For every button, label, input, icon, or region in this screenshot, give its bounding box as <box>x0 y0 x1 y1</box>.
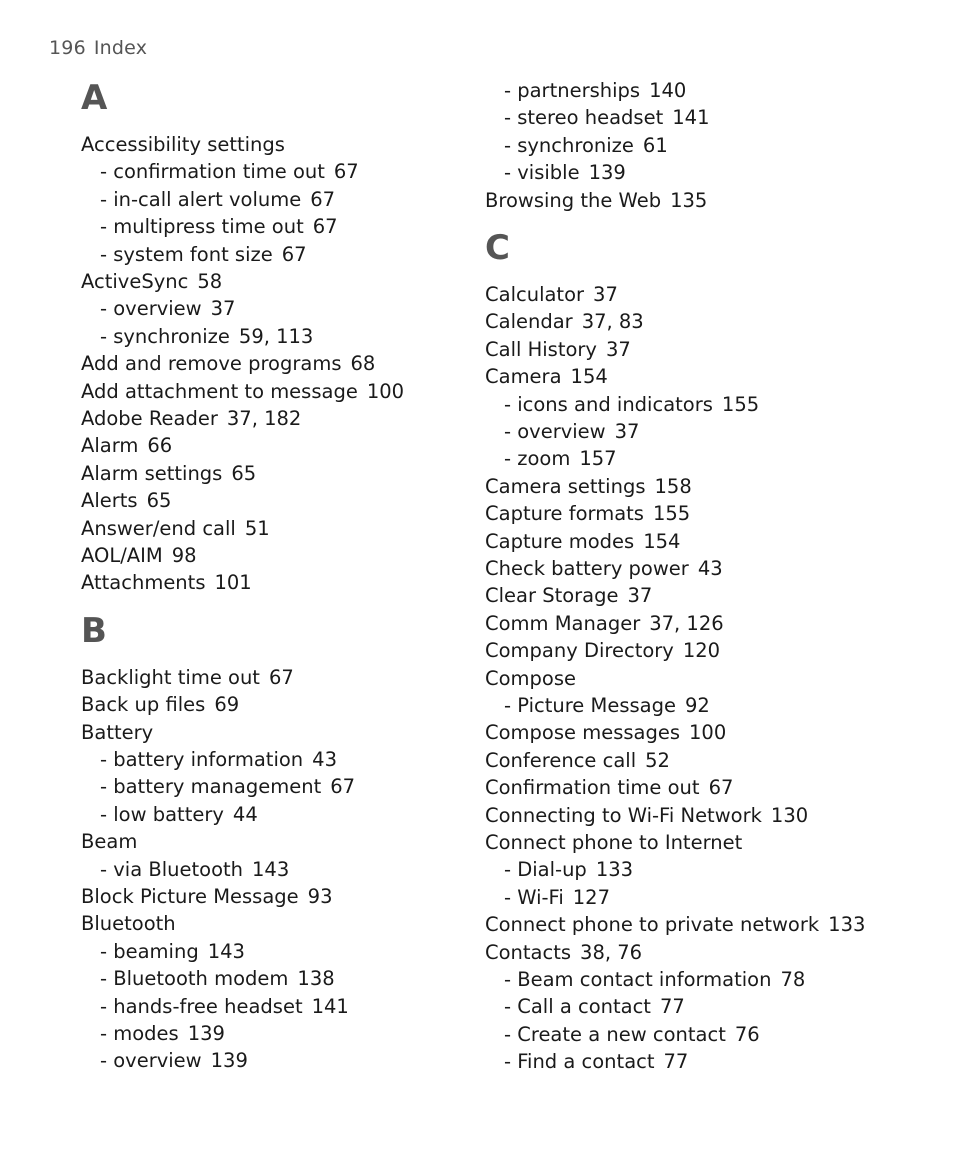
index-entry <box>485 723 726 743</box>
index-subentry <box>485 1022 760 1046</box>
index-entry <box>81 546 197 566</box>
entry-term: - multipress time out <box>100 215 304 239</box>
entry-page-refs: 100 <box>366 379 405 403</box>
index-subentry <box>81 939 245 963</box>
entry-page-refs: 58 <box>197 270 223 293</box>
entry-term: Comm Manager <box>485 611 641 635</box>
index-subentry <box>81 777 355 797</box>
entry-page-refs: 78 <box>780 968 806 991</box>
entry-term: Block Picture Message <box>81 885 299 908</box>
index-entry <box>485 285 618 305</box>
index-subentry <box>485 885 610 909</box>
index-subentry <box>485 449 617 469</box>
entry-term: Add attachment to message <box>81 379 358 403</box>
entry-term: Call History <box>485 337 597 361</box>
index-entry <box>81 914 176 934</box>
index-subentry <box>81 969 335 989</box>
index-entry <box>485 915 865 935</box>
page-number: 196 <box>49 37 86 59</box>
entry-term: ActiveSync <box>81 270 189 293</box>
index-entry <box>485 504 690 524</box>
entry-term: - in-call alert volume <box>100 187 302 211</box>
entry-page-refs: 37, 126 <box>649 611 724 635</box>
entry-page-refs: 155 <box>721 392 760 416</box>
index-subentry <box>81 324 314 348</box>
index-subentry <box>485 860 633 880</box>
entry-term: - Find a contact <box>504 1050 655 1074</box>
index-entry <box>81 461 257 485</box>
entry-term: Alerts <box>81 489 138 513</box>
index-entry <box>81 720 154 744</box>
entry-page-refs: 141 <box>672 106 710 130</box>
entry-page-refs: 37, 182 <box>226 407 302 430</box>
index-subentry <box>81 1051 248 1071</box>
entry-page-refs: 157 <box>579 447 617 471</box>
index-subentry <box>81 750 337 770</box>
entry-term: - battery management <box>100 775 322 799</box>
index-entry <box>485 833 742 853</box>
entry-page-refs: 67 <box>281 242 307 266</box>
entry-term: - Create a new contact <box>504 1022 726 1046</box>
entry-page-refs: 38, 76 <box>580 940 643 964</box>
entry-term: Calculator <box>485 283 585 306</box>
entry-page-refs: 43 <box>312 748 337 771</box>
index-subentry <box>485 108 709 128</box>
index-subentry <box>81 187 336 211</box>
entry-page-refs: 37 <box>605 337 631 361</box>
entry-term: Accessibility settings <box>81 133 285 156</box>
entry-page-refs: 37, 83 <box>581 310 644 334</box>
index-entry <box>81 665 294 689</box>
entry-page-refs: 158 <box>654 474 692 498</box>
entry-page-refs: 92 <box>684 694 710 717</box>
entry-term: - battery information <box>100 748 304 771</box>
entry-page-refs: 98 <box>171 544 197 567</box>
entry-term: - system font size <box>100 242 273 266</box>
entry-term: Adobe Reader <box>81 407 218 430</box>
entry-page-refs: 139 <box>187 1022 225 1045</box>
index-subentry <box>81 299 235 319</box>
running-head <box>49 37 147 59</box>
entry-term: Back up files <box>81 693 206 717</box>
entry-term: - overview <box>504 420 606 443</box>
entry-term: Answer/end call <box>81 516 236 540</box>
entry-term: Beam <box>81 830 138 854</box>
section-letter: C <box>485 228 510 268</box>
index-subentry <box>485 81 686 101</box>
entry-page-refs: 77 <box>659 995 685 1019</box>
index-entry <box>485 940 643 964</box>
index-subentry <box>81 242 307 266</box>
index-subentry <box>485 997 685 1017</box>
index-entry <box>81 272 222 292</box>
index-entry <box>485 803 809 827</box>
index-entry <box>81 436 172 456</box>
index-subentry <box>81 994 349 1018</box>
entry-page-refs: 65 <box>231 461 257 485</box>
entry-page-refs: 76 <box>734 1022 760 1046</box>
index-entry <box>485 641 720 661</box>
index-entry <box>81 695 239 715</box>
entry-term: Bluetooth <box>81 912 176 936</box>
index-subentry <box>81 217 338 237</box>
entry-term: - low battery <box>100 802 224 826</box>
entry-term: - synchronize <box>100 324 230 348</box>
entry-term: - overview <box>100 1049 202 1073</box>
index-subentry <box>81 1024 225 1044</box>
entry-page-refs: 93 <box>307 885 333 908</box>
entry-term: Connect phone to private network <box>485 913 820 937</box>
index-entry <box>485 367 608 387</box>
entry-term: - partnerships <box>504 79 641 102</box>
entry-term: Battery <box>81 720 154 744</box>
entry-page-refs: 77 <box>663 1050 689 1074</box>
index-subentry <box>485 163 626 183</box>
entry-page-refs: 155 <box>652 502 691 526</box>
entry-term: Camera settings <box>485 474 646 498</box>
entry-term: Company Directory <box>485 639 674 663</box>
index-entry <box>81 573 252 593</box>
entry-term: Attachments <box>81 571 206 595</box>
entry-page-refs: 67 <box>268 665 294 689</box>
entry-term: Backlight time out <box>81 665 260 689</box>
entry-term: - Call a contact <box>504 995 651 1019</box>
index-entry <box>485 778 733 798</box>
index-subentry <box>485 696 710 716</box>
entry-term: Contacts <box>485 940 572 964</box>
entry-page-refs: 139 <box>210 1049 248 1073</box>
entry-term: Check battery power <box>485 557 689 580</box>
entry-page-refs: 140 <box>649 79 687 102</box>
entry-term: Capture formats <box>485 502 644 526</box>
entry-page-refs: 65 <box>146 489 172 513</box>
entry-page-refs: 37 <box>210 297 236 321</box>
index-entry <box>81 832 137 852</box>
index-entry <box>485 559 723 579</box>
entry-page-refs: 127 <box>572 885 610 909</box>
entry-page-refs: 67 <box>330 775 356 799</box>
entry-page-refs: 68 <box>350 352 376 376</box>
index-entry <box>81 516 270 540</box>
index-subentry <box>485 422 639 442</box>
entry-page-refs: 139 <box>588 161 626 185</box>
entry-page-refs: 37 <box>593 283 618 306</box>
entry-page-refs: 154 <box>570 365 608 389</box>
entry-page-refs: 37 <box>614 420 640 443</box>
entry-term: AOL/AIM <box>81 544 163 567</box>
entry-term: - modes <box>100 1022 179 1045</box>
entry-term: - Picture Message <box>504 694 676 717</box>
index-subentry <box>485 133 668 157</box>
entry-term: Conference call <box>485 748 637 772</box>
entry-page-refs: 67 <box>708 776 734 800</box>
index-subentry <box>485 1052 688 1072</box>
entry-page-refs: 130 <box>770 803 809 827</box>
index-entry <box>485 312 644 332</box>
entry-term: Alarm <box>81 434 139 458</box>
section-title: Index <box>93 37 148 59</box>
index-entry <box>485 529 681 553</box>
section-letter: B <box>81 610 107 651</box>
index-subentry <box>81 162 359 182</box>
entry-page-refs: 133 <box>828 913 866 937</box>
entry-page-refs: 67 <box>310 187 336 211</box>
entry-term: Alarm settings <box>81 461 223 485</box>
entry-page-refs: 59, 113 <box>238 324 314 348</box>
entry-term: Add and remove programs <box>81 352 342 376</box>
entry-page-refs: 52 <box>645 748 670 772</box>
entry-page-refs: 67 <box>312 215 338 239</box>
entry-term: Compose messages <box>485 721 680 745</box>
entry-term: - icons and indicators <box>504 392 713 416</box>
entry-page-refs: 44 <box>232 802 258 826</box>
index-entry <box>485 748 670 772</box>
entry-term: - hands-free headset <box>100 994 303 1018</box>
entry-term: - beaming <box>100 939 199 963</box>
entry-page-refs: 43 <box>697 557 723 580</box>
entry-page-refs: 37 <box>627 584 653 608</box>
entry-page-refs: 101 <box>214 571 252 595</box>
entry-page-refs: 67 <box>333 160 359 184</box>
index-entry <box>81 491 171 511</box>
index-subentry <box>485 970 805 990</box>
entry-term: - visible <box>504 161 580 185</box>
index-entry <box>81 354 375 374</box>
entry-term: Connect phone to Internet <box>485 831 743 854</box>
index-subentry <box>485 392 760 416</box>
entry-page-refs: 100 <box>689 721 727 745</box>
entry-term: - Beam contact information <box>504 968 772 991</box>
entry-page-refs: 135 <box>670 188 708 212</box>
entry-term: - via Bluetooth <box>100 857 244 881</box>
index-entry <box>81 409 301 429</box>
entry-term: Camera <box>485 365 562 389</box>
entry-term: Calendar <box>485 310 573 334</box>
entry-page-refs: 120 <box>682 639 721 663</box>
entry-page-refs: 138 <box>297 967 335 991</box>
index-entry <box>485 474 692 498</box>
entry-term: - confirmation time out <box>100 160 325 184</box>
index-entry <box>81 379 405 403</box>
entry-term: - synchronize <box>504 133 634 157</box>
index-subentry <box>81 857 290 881</box>
index-entry <box>81 887 333 907</box>
entry-term: - stereo headset <box>504 106 664 130</box>
entry-term: - zoom <box>504 447 571 471</box>
index-entry <box>485 188 708 212</box>
index-entry <box>485 586 652 606</box>
entry-term: Capture modes <box>485 529 635 553</box>
entry-term: Compose <box>485 666 577 690</box>
entry-page-refs: 143 <box>252 857 290 881</box>
index-entry <box>485 337 631 361</box>
entry-page-refs: 51 <box>244 516 270 540</box>
entry-term: - Wi-Fi <box>504 885 564 909</box>
entry-term: - overview <box>100 297 202 321</box>
entry-page-refs: 141 <box>311 994 349 1018</box>
entry-term: Browsing the Web <box>485 188 662 212</box>
entry-page-refs: 66 <box>147 434 173 458</box>
entry-page-refs: 69 <box>214 693 240 717</box>
section-letter: A <box>81 78 108 118</box>
entry-page-refs: 133 <box>595 858 634 882</box>
entry-term: Clear Storage <box>485 584 619 608</box>
entry-page-refs: 61 <box>642 133 668 157</box>
index-entry <box>485 611 724 635</box>
index-entry <box>485 666 577 690</box>
entry-term: - Dial-up <box>504 858 587 882</box>
index-entry <box>81 135 285 155</box>
entry-term: Confirmation time out <box>485 776 700 800</box>
entry-page-refs: 154 <box>643 529 681 553</box>
entry-term: - Bluetooth modem <box>100 967 289 991</box>
index-subentry <box>81 802 258 826</box>
entry-term: Connecting to Wi-Fi Network <box>485 803 762 827</box>
entry-page-refs: 143 <box>207 939 245 963</box>
